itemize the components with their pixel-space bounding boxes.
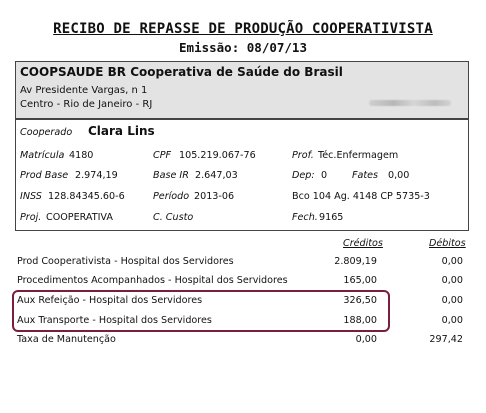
prod-base-label: Prod Base	[20, 170, 69, 181]
base-ir-label: Base IR	[153, 170, 189, 181]
creditos-header: Créditos	[343, 238, 383, 249]
faltas-value: 0,00	[388, 170, 410, 181]
entry-credit: 0,00	[355, 334, 377, 345]
entry-credit: 188,00	[343, 315, 377, 326]
debitos-header: Débitos	[429, 238, 466, 249]
fech-value: 9165	[319, 212, 344, 223]
entry-description: Procedimentos Acompanhados - Hospital dos Servidores	[17, 275, 288, 286]
cooperative-city: Centro - Rio de Janeiro - RJ	[20, 99, 153, 110]
entry-debit: 0,00	[441, 315, 463, 326]
entry-debit: 0,00	[441, 295, 463, 306]
prof-value: Téc.Enfermagem	[318, 150, 399, 161]
member-info-box	[15, 119, 469, 231]
entry-debit: 0,00	[441, 256, 463, 267]
base-ir-value: 2.647,03	[195, 170, 238, 181]
entry-row	[15, 332, 467, 348]
emission-date: Emissão: 08/07/13	[179, 40, 307, 55]
proj-value: COOPERATIVA	[46, 212, 113, 223]
entry-row	[15, 273, 467, 289]
redacted-text	[369, 100, 451, 106]
cpf-label: CPF	[153, 150, 172, 161]
matricula-value: 4180	[69, 150, 94, 161]
fech-label: Fech.	[292, 212, 318, 223]
bank-info: Bco 104 Ag. 4148 CP 5735-3	[292, 191, 430, 202]
inss-label: INSS	[20, 191, 42, 202]
entry-credit: 2.809,19	[334, 256, 377, 267]
entry-row	[15, 254, 467, 270]
cooperado-label: Cooperado	[20, 127, 73, 138]
cpf-value: 105.219.067-76	[179, 150, 256, 161]
prod-base-value: 2.974,19	[75, 170, 118, 181]
cooperative-header	[15, 61, 469, 119]
faltas-label: Fates	[352, 170, 379, 181]
inss-value: 128.84345.60-6	[48, 191, 125, 202]
entry-description: Aux Transporte - Hospital dos Servidores	[17, 315, 212, 326]
receipt-title: RECIBO DE REPASSE DE PRODUÇÃO COOPERATIVISTA	[53, 21, 433, 37]
proj-label: Proj.	[20, 212, 42, 223]
cooperado-name: Clara Lins	[88, 124, 155, 138]
dep-value: 0	[321, 170, 328, 181]
entry-description: Taxa de Manutenção	[17, 334, 116, 345]
entry-debit: 0,00	[441, 275, 463, 286]
custo-label: C. Custo	[153, 212, 194, 223]
highlight-outline	[12, 290, 390, 332]
matricula-label: Matrícula	[20, 150, 65, 161]
periodo-label: Período	[153, 191, 190, 202]
cooperative-name: COOPSAUDE BR Cooperativa de Saúde do Brasil	[20, 65, 343, 79]
periodo-value: 2013-06	[194, 191, 235, 202]
dep-label: Dep:	[292, 170, 315, 181]
entry-description: Aux Refeição - Hospital dos Servidores	[17, 295, 203, 306]
cooperative-address: Av Presidente Vargas, n 1	[20, 85, 148, 96]
prof-label: Prof.	[292, 150, 314, 161]
entry-description: Prod Cooperativista - Hospital dos Servidores	[17, 256, 234, 267]
entry-credit: 326,50	[343, 295, 377, 306]
entry-credit: 165,00	[343, 275, 377, 286]
entry-debit: 297,42	[429, 334, 463, 345]
